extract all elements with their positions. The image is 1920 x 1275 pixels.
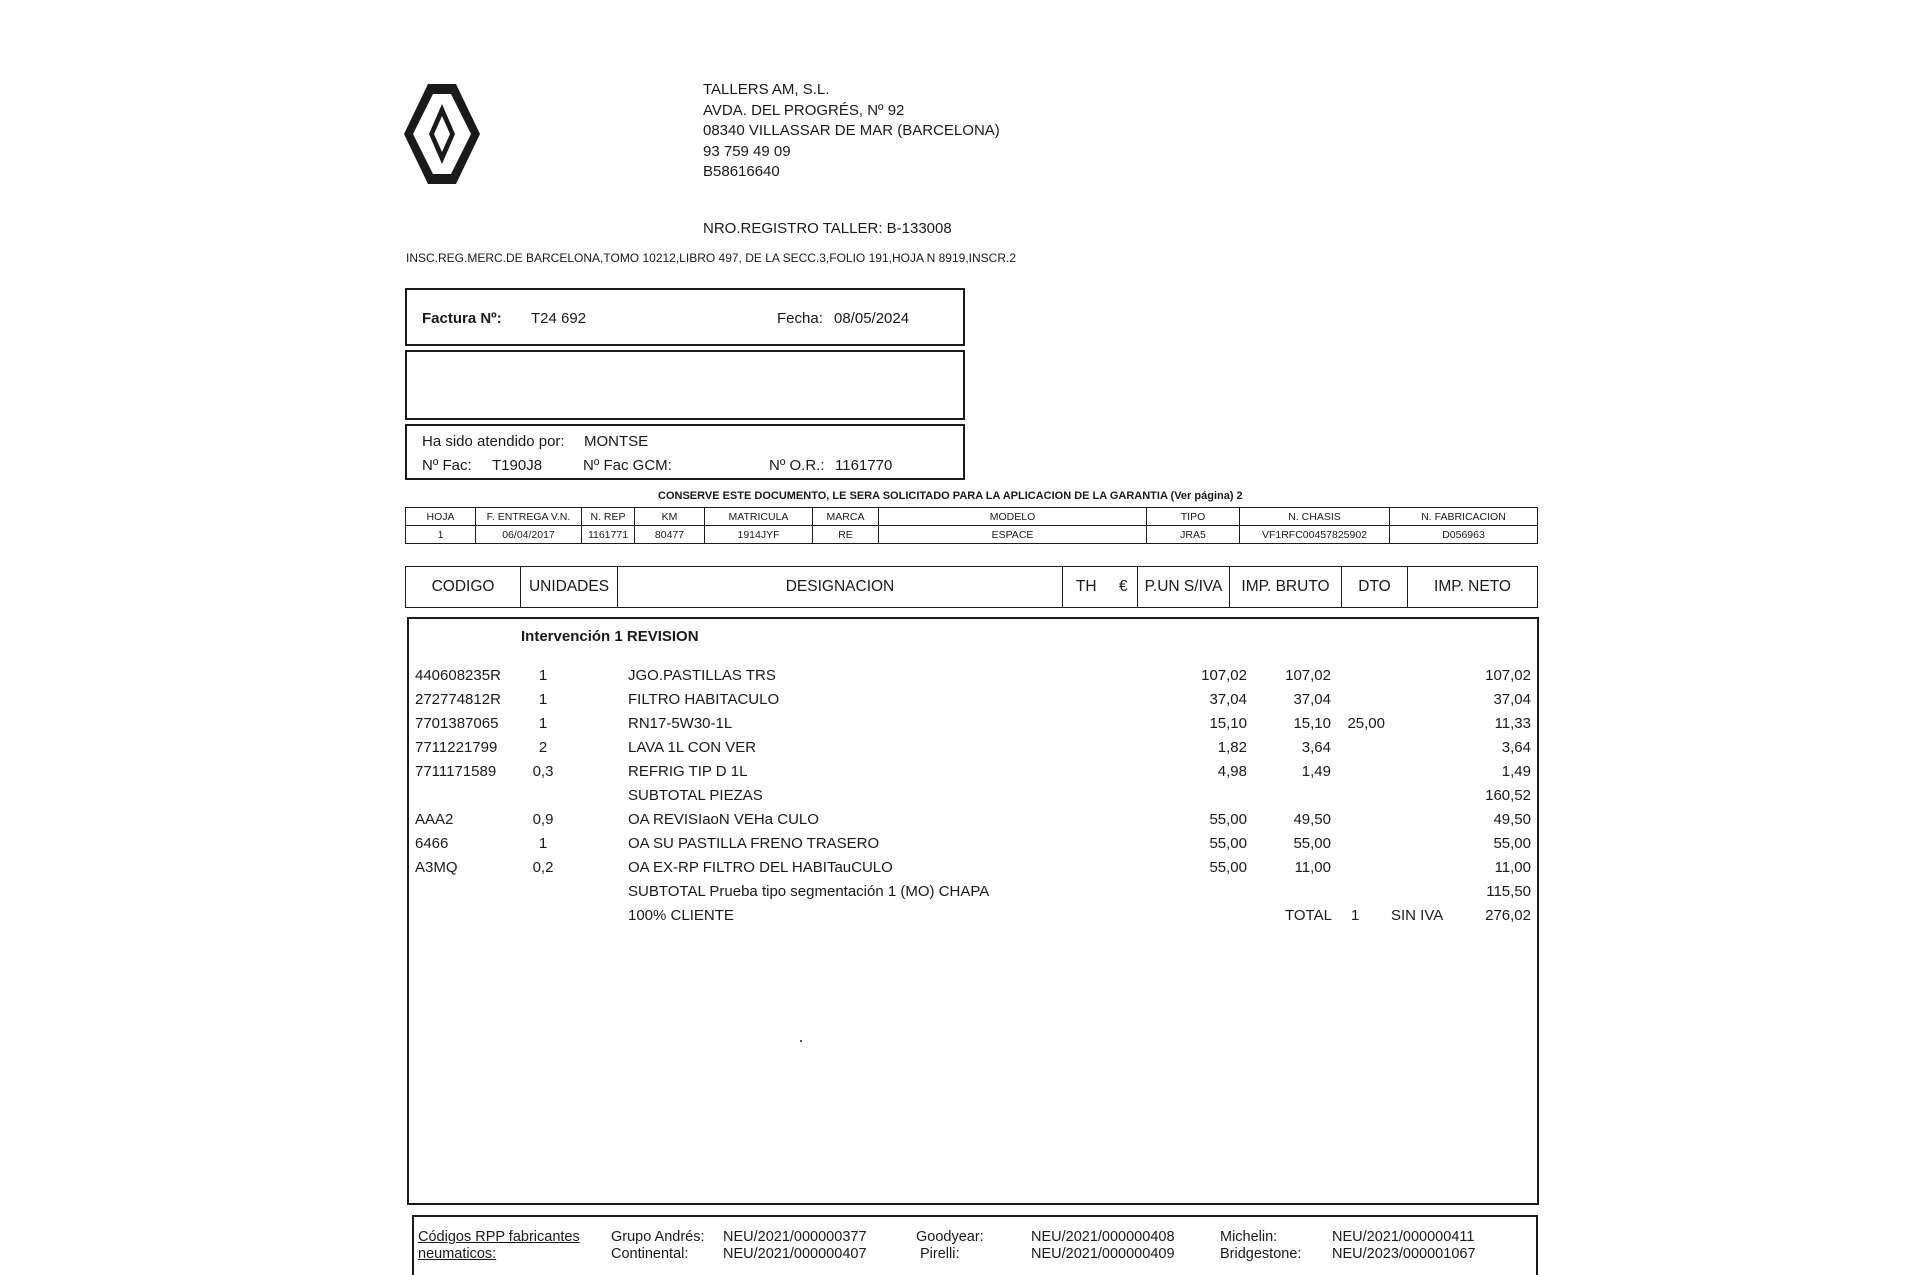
col-f-entrega: F. ENTREGA V.N.	[476, 508, 582, 526]
col-hoja: HOJA	[406, 508, 476, 526]
line-unidades: 1	[538, 715, 548, 732]
line-neto: 107,02	[1485, 667, 1531, 684]
conserve-notice: CONSERVE ESTE DOCUMENTO, LE SERA SOLICITADO PARA LA APLICACION DE LA GARANTIA (Ver página) 2	[658, 490, 1243, 502]
atendido-box	[405, 424, 965, 480]
line-designacion: OA EX-RP FILTRO DEL HABITauCULO	[628, 859, 893, 876]
company-cif: B58616640	[703, 163, 780, 180]
total-num: 1	[1351, 907, 1360, 924]
grupo-value: NEU/2021/000000377	[723, 1229, 867, 1245]
siniva-label: SIN IVA	[1391, 907, 1444, 924]
line-unidades: 1	[538, 691, 548, 708]
line-designacion: FILTRO HABITACULO	[628, 691, 780, 708]
line-codigo: 7701387065	[415, 715, 499, 732]
line-neto: 160,52	[1485, 787, 1531, 804]
total-label: TOTAL	[1285, 907, 1332, 924]
line-row	[407, 835, 1539, 859]
line-dto: 25,00	[1347, 715, 1385, 732]
cell-matricula: 1914JYF	[705, 526, 813, 544]
company-phone: 93 759 49 09	[703, 142, 791, 160]
line-row	[407, 715, 1539, 739]
line-designacion: OA REVISIaoN VEHa CULO	[628, 811, 819, 828]
line-codigo: A3MQ	[415, 859, 458, 876]
line-neto: 1,49	[1501, 763, 1531, 780]
bridgestone-label: Bridgestone:	[1220, 1246, 1302, 1262]
line-bruto: 49,50	[1293, 811, 1331, 828]
col-marca: MARCA	[813, 508, 879, 526]
line-pun: 1,82	[1217, 739, 1247, 756]
col-tipo: TIPO	[1147, 508, 1240, 526]
company-name: TALLERS AM, S.L.	[703, 81, 830, 98]
subtotal-row	[407, 787, 1539, 811]
col-unidades: UNIDADES	[521, 567, 618, 608]
cell-modelo: ESPACE	[879, 526, 1147, 544]
col-km: KM	[635, 508, 705, 526]
cell-hoja: 1	[406, 526, 476, 544]
continental-value: NEU/2021/000000407	[723, 1246, 867, 1262]
col-designacion: DESIGNACION	[618, 567, 1063, 608]
customer-box	[405, 350, 965, 420]
col-th: TH	[1063, 567, 1110, 608]
line-row	[407, 763, 1539, 787]
company-block	[703, 80, 1000, 183]
cell-km: 80477	[635, 526, 705, 544]
col-matricula: MATRICULA	[705, 508, 813, 526]
line-neto: 11,33	[1494, 715, 1531, 732]
total-row	[407, 907, 1539, 931]
line-row	[407, 691, 1539, 715]
col-imp-bruto: IMP. BRUTO	[1230, 567, 1342, 608]
line-unidades: 1	[538, 835, 548, 852]
line-neto: 3,64	[1501, 739, 1531, 756]
line-designacion: SUBTOTAL PIEZAS	[628, 787, 763, 804]
col-n-fabricacion: N. FABRICACION	[1390, 508, 1538, 526]
line-bruto: 11,00	[1294, 859, 1331, 876]
col-pun-siva: P.UN S/IVA	[1138, 567, 1230, 608]
line-neto: 49,50	[1493, 811, 1531, 828]
line-unidades: 1	[538, 667, 548, 684]
fecha-value: 08/05/2024	[834, 310, 910, 327]
cell-n-fabricacion: D056963	[1390, 526, 1538, 544]
total-desig: 100% CLIENTE	[628, 907, 734, 924]
inscripcion-registro: INSC.REG.MERC.DE BARCELONA,TOMO 10212,LIBRO 497, DE LA SECC.3,FOLIO 191,HOJA N 8919,INSCR.2	[406, 251, 1016, 265]
line-neto: 11,00	[1494, 859, 1531, 876]
line-unidades: 0,2	[532, 859, 554, 876]
line-designacion: JGO.PASTILLAS TRS	[628, 667, 776, 684]
line-pun: 37,04	[1209, 691, 1247, 708]
col-euro: €	[1110, 567, 1138, 608]
company-address: AVDA. DEL PROGRÉS, Nº 92	[703, 101, 905, 119]
cell-n-chasis: VF1RFC00457825902	[1240, 526, 1390, 544]
line-designacion: RN17-5W30-1L	[628, 715, 733, 732]
subtotal-row	[407, 883, 1539, 907]
nor-label: Nº O.R.:	[769, 457, 825, 474]
line-bruto: 55,00	[1293, 835, 1331, 852]
scan-dot	[800, 1040, 802, 1042]
line-unidades: 2	[538, 739, 548, 756]
line-bruto: 107,02	[1285, 667, 1331, 684]
factura-box	[405, 288, 965, 346]
line-unidades: 0,9	[532, 811, 554, 828]
michelin-label: Michelin:	[1220, 1229, 1278, 1245]
goodyear-value: NEU/2021/000000408	[1031, 1229, 1175, 1245]
lines-header	[405, 566, 1538, 608]
line-row	[407, 667, 1539, 691]
company-city: 08340 VILLASSAR DE MAR (BARCELONA)	[703, 122, 1000, 139]
line-neto: 37,04	[1493, 691, 1531, 708]
atendido-label: Ha sido atendido por:	[422, 433, 565, 450]
col-imp-neto: IMP. NETO	[1408, 567, 1538, 608]
michelin-value: NEU/2021/000000411	[1332, 1229, 1475, 1245]
total-neto: 276,02	[1485, 907, 1531, 924]
vehicle-info-values	[406, 526, 1538, 544]
vehicle-info-header	[406, 508, 1538, 526]
line-pun: 107,02	[1201, 667, 1247, 684]
intervencion-title: Intervención 1 REVISION	[521, 628, 699, 645]
lines-list	[407, 667, 1539, 927]
line-codigo: 440608235R	[415, 667, 501, 684]
line-bruto: 37,04	[1293, 691, 1331, 708]
line-neto: 115,50	[1486, 883, 1531, 900]
line-codigo: 272774812R	[415, 691, 501, 708]
goodyear-label: Goodyear:	[916, 1229, 984, 1245]
cell-marca: RE	[813, 526, 879, 544]
grupo-label: Grupo Andrés:	[611, 1229, 705, 1245]
line-pun: 55,00	[1209, 859, 1247, 876]
col-codigo: CODIGO	[406, 567, 521, 608]
line-codigo: 7711221799	[415, 739, 498, 756]
registro-taller: NRO.REGISTRO TALLER: B-133008	[703, 220, 952, 237]
line-pun: 15,10	[1209, 715, 1247, 732]
col-n-chasis: N. CHASIS	[1240, 508, 1390, 526]
line-unidades: 0,3	[532, 763, 554, 780]
line-row	[407, 859, 1539, 883]
col-dto: DTO	[1342, 567, 1408, 608]
line-codigo: AAA2	[415, 811, 454, 828]
pirelli-value: NEU/2021/000000409	[1031, 1246, 1175, 1262]
line-codigo: 6466	[415, 835, 449, 852]
line-designacion: LAVA 1L CON VER	[628, 739, 757, 756]
cell-tipo: JRA5	[1147, 526, 1240, 544]
footer-title-1: Códigos RPP fabricantes	[418, 1229, 580, 1245]
vehicle-info-table	[405, 507, 1538, 544]
col-n-rep: N. REP	[582, 508, 635, 526]
line-bruto: 3,64	[1301, 739, 1331, 756]
nfac-label: Nº Fac:	[422, 457, 472, 474]
renault-logo	[402, 82, 482, 186]
factura-number: T24 692	[531, 310, 587, 327]
cell-n-rep: 1161771	[582, 526, 635, 544]
line-bruto: 15,10	[1293, 715, 1331, 732]
line-designacion: REFRIG TIP D 1L	[628, 763, 748, 780]
atendido-value: MONTSE	[584, 433, 649, 450]
line-bruto: 1,49	[1301, 763, 1331, 780]
footer-title-2: neumaticos:	[418, 1246, 497, 1262]
col-modelo: MODELO	[879, 508, 1147, 526]
factura-label: Factura Nº:	[422, 310, 502, 327]
bridgestone-value: NEU/2023/000001067	[1332, 1246, 1476, 1262]
nfacgcm-label: Nº Fac GCM:	[583, 457, 672, 474]
line-pun: 55,00	[1209, 811, 1247, 828]
line-designacion: SUBTOTAL Prueba tipo segmentación 1 (MO) CHAPA	[628, 883, 990, 900]
nfac-value: T190J8	[492, 457, 543, 474]
line-row	[407, 739, 1539, 763]
line-row	[407, 811, 1539, 835]
line-neto: 55,00	[1493, 835, 1531, 852]
nor-value: 1161770	[835, 457, 893, 474]
footer-box	[412, 1215, 1538, 1275]
line-pun: 55,00	[1209, 835, 1247, 852]
fecha-label: Fecha:	[777, 310, 823, 327]
line-codigo: 7711171589	[415, 763, 497, 780]
line-designacion: OA SU PASTILLA FRENO TRASERO	[628, 835, 880, 852]
continental-label: Continental:	[611, 1246, 689, 1262]
cell-f-entrega: 06/04/2017	[476, 526, 582, 544]
line-pun: 4,98	[1217, 763, 1247, 780]
pirelli-label: Pirelli:	[920, 1246, 960, 1262]
